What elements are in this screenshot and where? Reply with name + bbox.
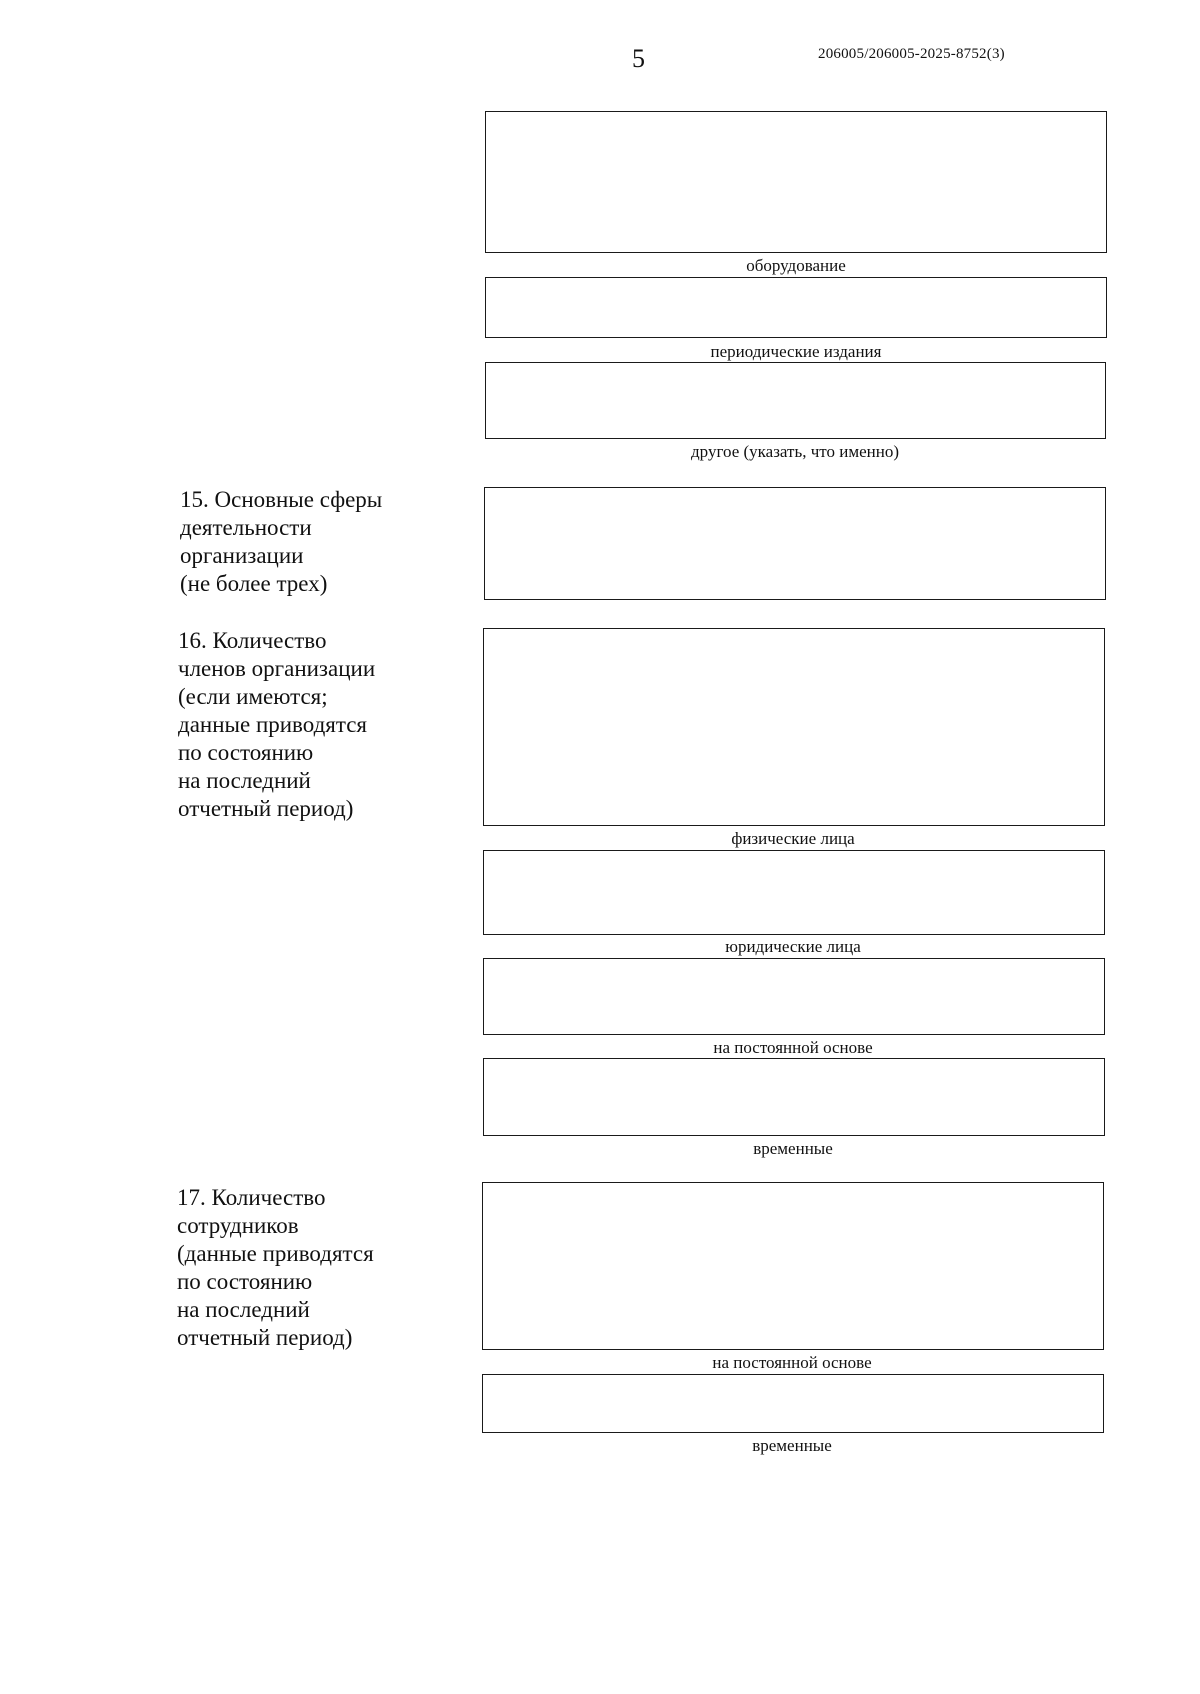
members-permanent-caption: на постоянной основе: [713, 1038, 873, 1057]
staff-temporary-caption: временные: [752, 1436, 832, 1455]
question-17-label: 17. Количество сотрудников (данные приводятся по состоянию на последний отчетный период): [177, 1185, 374, 1350]
periodicals-field[interactable]: [485, 277, 1107, 338]
other-field[interactable]: [485, 362, 1106, 439]
question-15-label: 15. Основные сферы деятельности организации (не более трех): [180, 487, 383, 596]
page-number: 5: [632, 44, 645, 73]
document-id: 206005/206005-2025-8752(3): [818, 46, 1005, 62]
members-permanent-field[interactable]: [483, 958, 1105, 1035]
other-caption: другое (указать, что именно): [691, 442, 899, 461]
activity-areas-field[interactable]: [484, 487, 1106, 600]
equipment-field[interactable]: [485, 111, 1107, 253]
legal-entities-field[interactable]: [483, 850, 1105, 935]
staff-permanent-field[interactable]: [482, 1182, 1104, 1350]
members-temporary-caption: временные: [753, 1139, 833, 1158]
question-16-label: 16. Количество членов организации (если имеются; данные приводятся по состоянию на последний отчетный период): [178, 628, 376, 821]
individuals-field[interactable]: [483, 628, 1105, 826]
members-temporary-field[interactable]: [483, 1058, 1105, 1136]
staff-permanent-caption: на постоянной основе: [712, 1353, 872, 1372]
individuals-caption: физические лица: [731, 829, 855, 848]
periodicals-caption: периодические издания: [710, 342, 882, 361]
legal-entities-caption: юридические лица: [725, 937, 861, 956]
equipment-caption: оборудование: [746, 256, 846, 275]
staff-temporary-field[interactable]: [482, 1374, 1104, 1433]
